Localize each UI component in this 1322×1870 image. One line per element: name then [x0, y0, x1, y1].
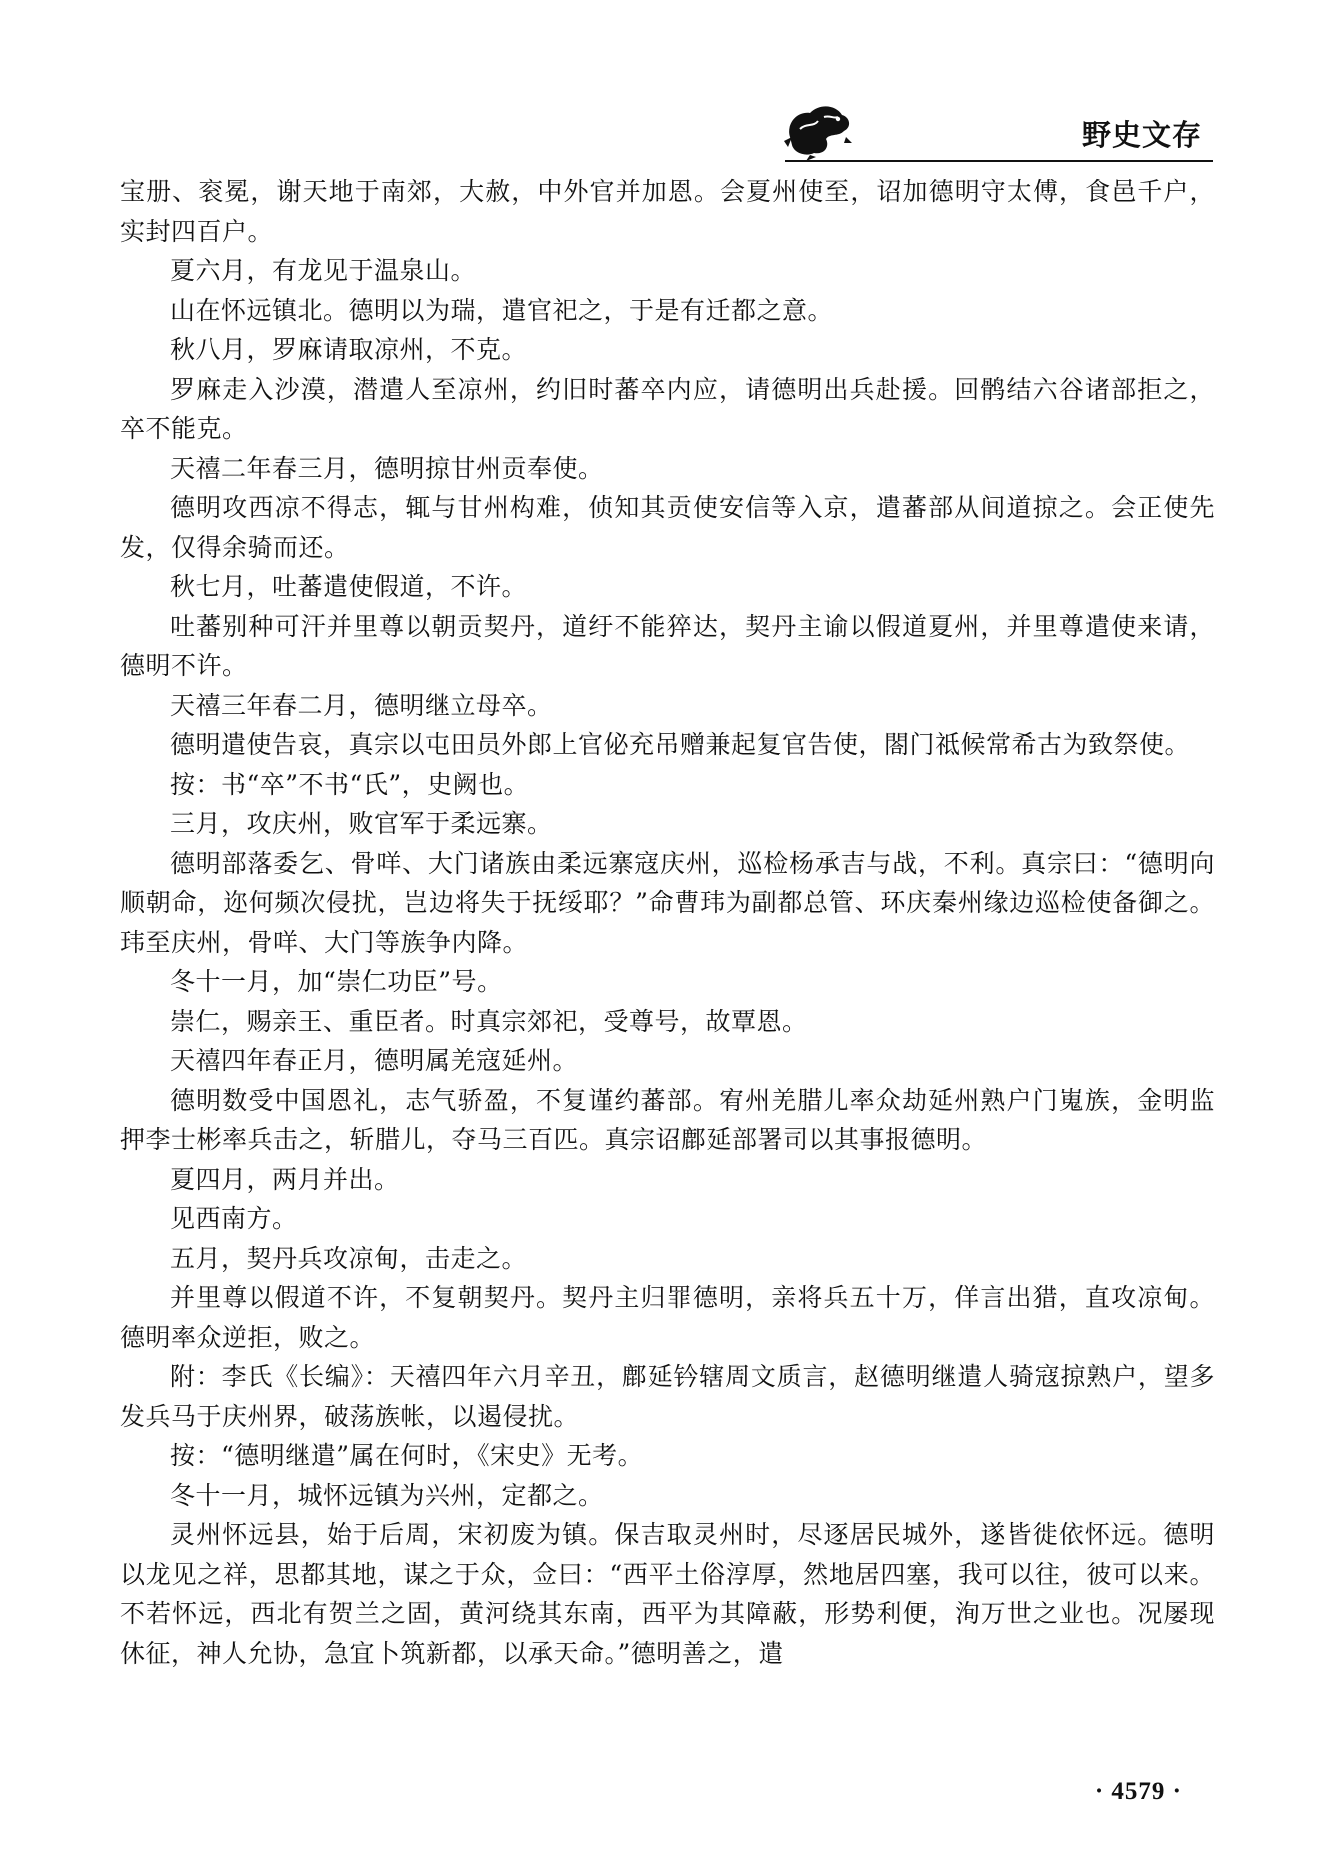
paragraph: 德明数受中国恩礼，志气骄盈，不复谨约蕃部。宥州羌腊儿率众劫延州熟户门嵬族，金明监押李士彬率兵击之，斩腊儿，夺马三百匹。真宗诏鄜延部署司以其事报德明。	[120, 1085, 1215, 1154]
paragraph: 夏六月，有龙见于温泉山。	[170, 256, 477, 285]
paragraph: 山在怀远镇北。德明以为瑞，遣官祀之，于是有迁都之意。	[170, 295, 834, 325]
paragraph: 冬十一月，城怀远镇为兴州，定都之。	[170, 1480, 604, 1510]
paragraph: 三月，攻庆州，败官军于柔远寨。	[170, 809, 553, 838]
paragraph: 德明部落委乞、骨咩、大门诸族由柔远寨寇庆州，巡检杨承吉与战，不利。真宗曰：“德明向顺朝命，迩何频次侵扰，岂边将失于抚绥耶？”命曹玮为副都总管、环庆秦州缘边巡检使备御之。玮至庆州，骨咩、大门等族争内降。	[120, 848, 1215, 957]
page-header	[780, 95, 1210, 165]
series-title: 野史文存	[1081, 118, 1202, 152]
paragraph: 天禧二年春三月，德明掠甘州贡奉使。	[170, 453, 604, 483]
page-number: · 4579 ·	[1094, 1778, 1182, 1805]
header-divider	[785, 160, 1213, 162]
paragraph: 秋八月，罗麻请取凉州，不克。	[170, 335, 528, 364]
paragraph: 按：“德明继遣”属在何时，《宋史》无考。	[170, 1441, 644, 1470]
body-text	[120, 172, 1215, 1673]
paragraph: 灵州怀远县，始于后周，宋初废为镇。保吉取灵州时，尽逐居民城外，遂皆徙依怀远。德明以龙见之祥，思都其地，谋之于众，佥曰：“西平土俗淳厚，然地居四塞，我可以往，彼可以来。不若怀远，西北有贺兰之固，黄河绕其东南，西平为其障蔽，形势利便，洵万世之业也。况屡现休征，神人允协，急宜卜筑新都，以承天命。”德明善之，遣	[120, 1520, 1215, 1668]
paragraph: 天禧三年春二月，德明继立母卒。	[170, 690, 553, 720]
paragraph: 天禧四年春正月，德明属羌寇延州。	[170, 1046, 579, 1075]
paragraph: 按：书“卒”不书“氏”，史阙也。	[170, 769, 530, 799]
paragraph: 并里尊以假道不许，不复朝契丹。契丹主归罪德明，亲将兵五十万，佯言出猎，直攻凉甸。德明率众逆拒，败之。	[120, 1283, 1215, 1352]
paragraph: 见西南方。	[170, 1204, 298, 1233]
paragraph: 德明遣使告哀，真宗以屯田员外郎上官佖充吊赠兼起复官告使，閤门祗候常希古为致祭使。	[170, 730, 1191, 759]
paragraph: 夏四月，两月并出。	[170, 1164, 400, 1194]
paragraph: 五月，契丹兵攻凉甸，击走之。	[170, 1243, 528, 1273]
paragraph: 罗麻走入沙漠，潜遣人至凉州，约旧时蕃卒内应，请德明出兵赴援。回鹘结六谷诸部拒之，卒不能克。	[120, 374, 1215, 443]
paragraph: 冬十一月，加“崇仁功臣”号。	[170, 967, 503, 996]
dragon-icon	[780, 97, 854, 161]
paragraph: 吐蕃别种可汗并里尊以朝贡契丹，道纡不能猝达，契丹主谕以假道夏州，并里尊遣使来请，德明不许。	[120, 611, 1215, 680]
paragraph: 宝册、衮冕，谢天地于南郊，大赦，中外官并加恩。会夏州使至，诏加德明守太傅，食邑千户，实封四百户。	[120, 177, 1215, 246]
paragraph: 德明攻西凉不得志，辄与甘州构难，侦知其贡使安信等入京，遣蕃部从间道掠之。会正使先发，仅得余骑而还。	[120, 493, 1215, 562]
paragraph: 秋七月，吐蕃遣使假道，不许。	[170, 572, 528, 601]
paragraph: 崇仁，赐亲王、重臣者。时真宗郊祀，受尊号，故覃恩。	[170, 1006, 808, 1036]
paragraph: 附：李氏《长编》：天禧四年六月辛丑，鄜延钤辖周文质言，赵德明继遣人骑寇掠熟户，望多发兵马于庆州界，破荡族帐，以遏侵扰。	[120, 1362, 1215, 1431]
